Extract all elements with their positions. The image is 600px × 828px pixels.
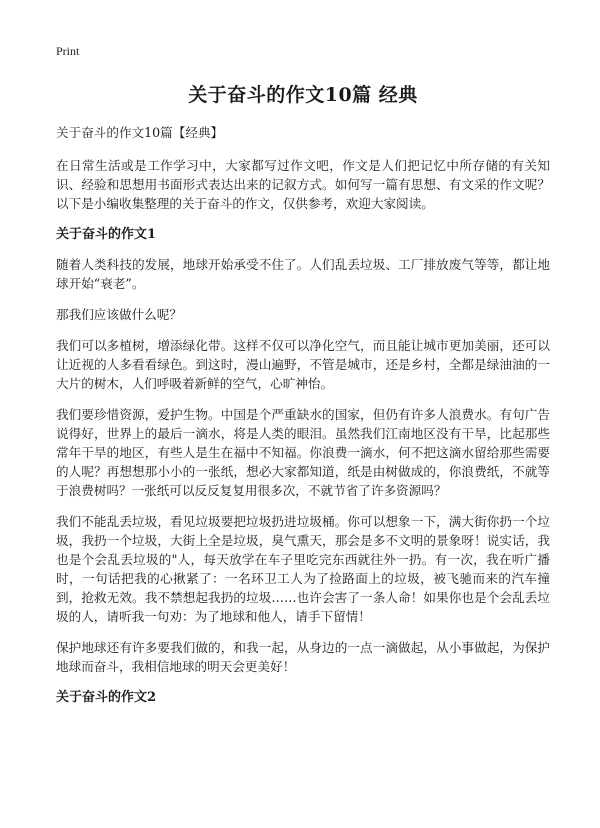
intro-paragraph: 在日常生活或是工作学习中，大家都写过作文吧，作文是人们把记忆中所存储的有关知识、经验和思想用书面形式表达出来的记叙方式。如何写一篇有思想、有文采的作文呢？以下是小编收集整理的关于奋斗的作文，仅供参考，欢迎大家阅读。 (56, 158, 550, 211)
section-heading: 关于奋斗的作文2 (56, 690, 157, 705)
body-paragraph: 随着人类科技的发展，地球开始承受不住了。人们乱丢垃圾、工厂排放废气等等，都让地球开始“衰老”。 (56, 257, 550, 291)
print-link[interactable]: Print (56, 44, 80, 58)
body-paragraph: 那我们应该做什么呢？ (56, 307, 182, 322)
body-paragraph: 我们不能乱丢垃圾，看见垃圾要把垃圾扔进垃圾桶。你可以想象一下，满大街你扔一个垃圾，我扔一个垃圾，大街上全是垃圾，臭气熏天，那会是多不文明的景象呀！说实话，我也是个会乱丢垃圾的"人，每天放学在车子里吃完东西就往外一扔。有一次，我在听广播时，一句话把我的心揪紧了：一名环卫工人为了捡路面上的垃圾，被飞驰而来的汽车撞到，抢救无效。我不禁想起我扔的垃圾……也许会害了一条人命！如果你也是个会乱丢垃圾的人，请听我一句劝：为了地球和他人，请手下留情！ (56, 514, 550, 624)
document-subtitle: 关于奋斗的作文10篇【经典】 (56, 125, 224, 140)
body-paragraph: 我们可以多植树，增添绿化带。这样不仅可以净化空气，而且能让城市更加美丽，还可以让近视的人多看看绿色。到这时，漫山遍野，不管是城市，还是乡村，全都是绿油油的一大片的树木，人们呼吸着新鲜的空气，心旷神怡。 (56, 338, 550, 391)
essay-section-2 (56, 688, 550, 708)
page-title: 关于奋斗的作文10篇 经典 (188, 84, 418, 106)
section-heading: 关于奋斗的作文1 (56, 227, 157, 242)
body-paragraph: 我们要珍惜资源，爱护生物。中国是个严重缺水的国家，但仍有许多人浪费水。有句广告说得好，世界上的最后一滴水，将是人类的眼泪。虽然我们江南地区没有干旱，比起那些常年干旱的地区，有些人是生在福中不知福。你浪费一滴水，何不把这滴水留给那些需要的人呢？再想想那小小的一张纸，想必大家都知道，纸是由树做成的，你浪费纸，不就等于浪费树吗？一张纸可以反反复复用很多次，不就节省了许多资源吗？ (56, 407, 550, 498)
body-paragraph: 保护地球还有许多要我们做的，和我一起，从身边的一点一滴做起，从小事做起，为保护地球而奋斗，我相信地球的明天会更美好！ (56, 640, 550, 674)
essay-section-1 (56, 225, 550, 676)
